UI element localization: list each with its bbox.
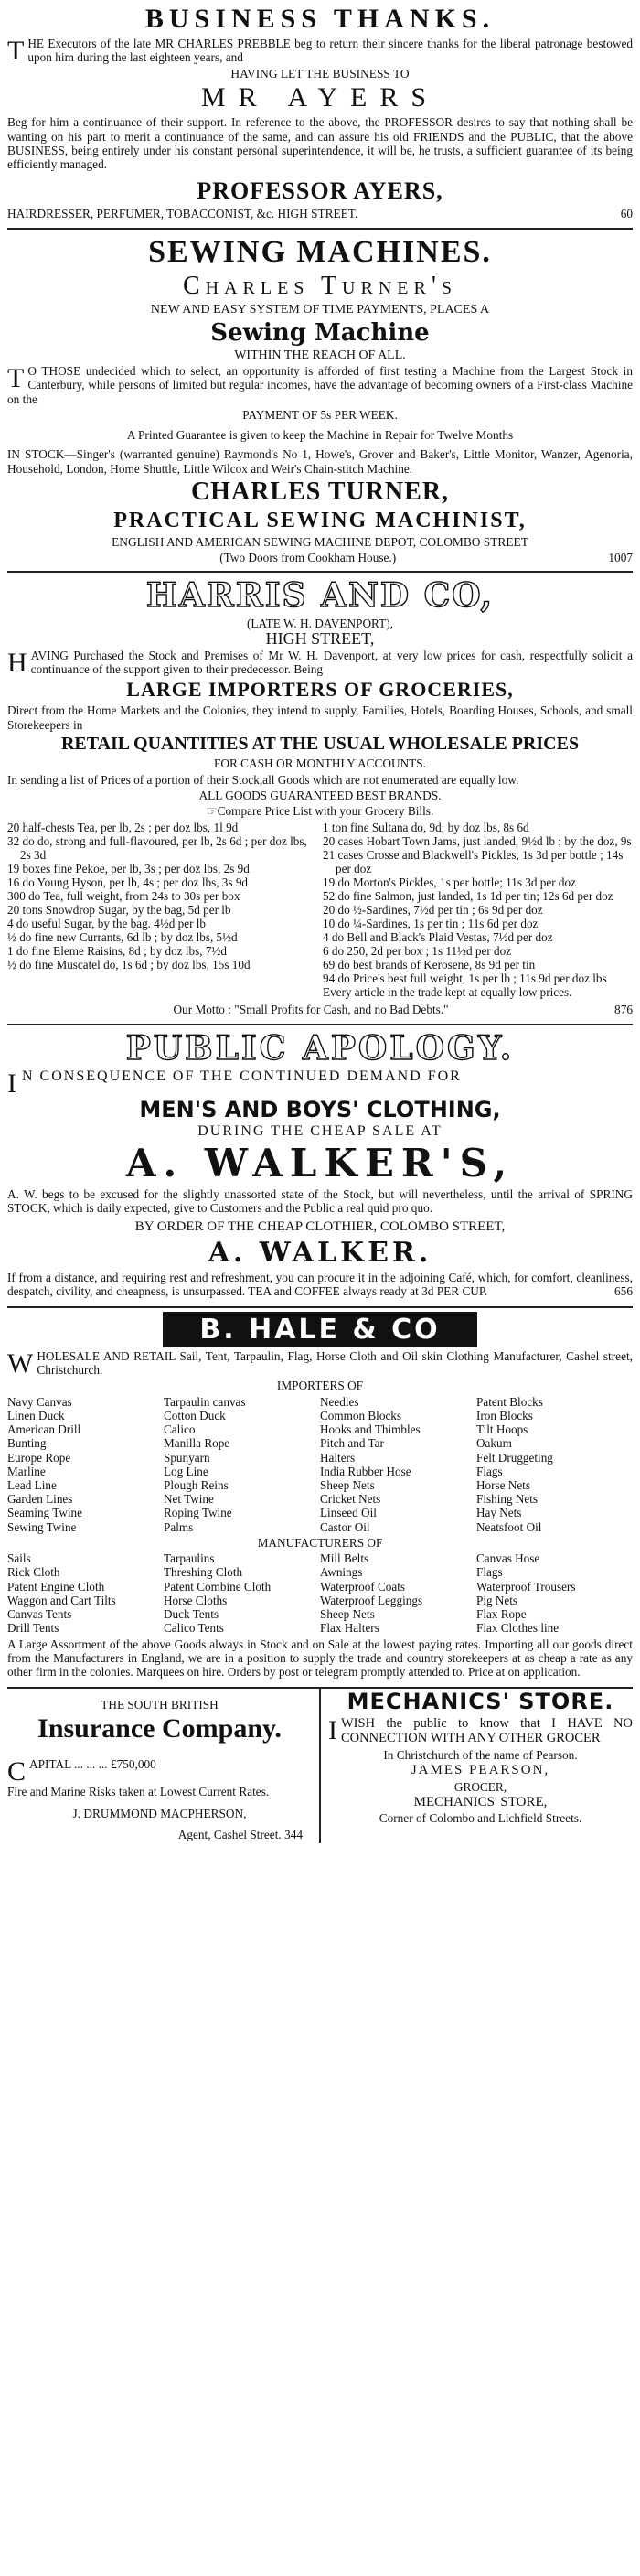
- order-line: BY ORDER OF THE CHEAP CLOTHIER, COLOMBO STREET,: [134, 1219, 506, 1235]
- ad-paragraph: A Large Assortment of the above Goods always in Stock and on Sale at the lowest paying rates. Importing all our goods direct from the Manufacturers in England, we are in a position to supply the trade and country storekeepers at as cheap a rate as any other firm in the colonies. Marquees on hire. Orders by post or telegram promptly attended to. Price at on application.: [7, 1637, 633, 1680]
- proprietor-name: Charles Turner's: [182, 272, 457, 301]
- ad-line: WITHIN THE REACH OF ALL.: [234, 348, 406, 362]
- proprietor-role: GROCER,: [453, 1779, 507, 1794]
- goods-item: Tarpaulins: [164, 1551, 215, 1566]
- goods-item: Oakum: [476, 1436, 512, 1451]
- goods-item: India Rubber Hose: [320, 1464, 411, 1478]
- cash-line: FOR CASH OR MONTHLY ACCOUNTS.: [213, 757, 426, 771]
- goods-item: Tilt Hoops: [476, 1422, 528, 1437]
- ad-ref: 344: [284, 1827, 303, 1841]
- retail-heading: RETAIL QUANTITIES AT THE USUAL WHOLESALE PRICES: [60, 734, 580, 755]
- price-list-item: 19 do Morton's Pickles, 1s per bottle; 11s 3d per doz: [323, 875, 576, 889]
- drop-cap: T: [7, 36, 25, 66]
- ad-line: NEW AND EASY SYSTEM OF TIME PAYMENTS, PLACES A: [150, 303, 490, 317]
- ad-paragraph: Beg for him a continuance of their support. In reference to the above, the PROFESSOR desires to say that nothing shall be wanting on his part to merit a continuance of the same, and can assure his old FRIENDS and the PUBLIC, that the above BUSINESS, being entirely under his constant personal superintendence, it will be, he trusts, a sufficient guarantee of its being efficiently managed.: [7, 115, 633, 172]
- compare-line: ☞Compare Price List with your Grocery Bills.: [206, 804, 434, 819]
- goods-item: Sails: [7, 1551, 31, 1566]
- goods-item: Flax Clothes line: [476, 1621, 560, 1636]
- goods-item: Castor Oil: [320, 1519, 370, 1534]
- price-list-item: 20 half-chests Tea, per lb, 2s ; per doz lbs, 1l 9d: [7, 820, 239, 834]
- goods-item: Waterproof Leggings: [320, 1593, 423, 1607]
- goods-item: Pig Nets: [476, 1593, 518, 1607]
- ad-paragraph: A. W. begs to be excused for the slightly unassorted state of the Stock, but will nevertheless, until the arrival of SPRING STOCK, which is daily expected, give to Customers and the Public a real quid pro quo.: [7, 1186, 633, 1215]
- ad-line: HAVING LET THE BUSINESS TO: [230, 66, 410, 80]
- price-list-item: 52 do fine Salmon, just landed, 1s 1d per tin; 12s 6d per doz: [323, 888, 613, 903]
- ad-paragraph: IWISH the public to know that I HAVE NO CONNECTION WITH ANY OTHER GROCER: [328, 1714, 633, 1746]
- drop-cap: I: [7, 1068, 18, 1100]
- price-list-item: Every article in the trade kept at equally low prices.: [323, 984, 572, 999]
- goods-item: Flax Halters: [320, 1621, 379, 1636]
- price-list-left: [7, 821, 317, 999]
- goods-item: Horse Nets: [476, 1478, 530, 1493]
- sewing-machines-ad: [7, 230, 633, 572]
- ad-subtitle: HIGH STREET,: [265, 629, 375, 649]
- price-list-item: 1 ton fine Sultana do, 9d; by doz lbs, 8s 6d: [323, 820, 529, 834]
- goods-item: Marline: [7, 1464, 46, 1478]
- price-list-item: 4 do useful Sugar, by the bag. 4½d per lb: [7, 916, 207, 930]
- drop-cap: I: [328, 1714, 337, 1745]
- ad-title: SEWING MACHINES.: [148, 235, 492, 270]
- business-name: MR AYERS: [200, 82, 440, 113]
- goods-item: Duck Tents: [164, 1607, 219, 1622]
- goods-item: Flax Rope: [476, 1607, 527, 1622]
- importers-grid: [7, 1395, 633, 1534]
- ad-paragraph: Direct from the Home Markets and the Colonies, they intend to supply, Families, Hotels, Boarding Houses, Schools, and small Storekeepers in: [7, 703, 633, 732]
- signoff-title: A. WALKER.: [208, 1236, 432, 1269]
- ad-ref: 1007: [608, 551, 633, 565]
- price-list-item: 4 do Bell and Black's Plaid Vestas, 7½d per doz: [323, 929, 553, 944]
- goods-item: Fishing Nets: [476, 1492, 539, 1507]
- goods-item: Awnings: [320, 1565, 363, 1580]
- store-name: MECHANICS' STORE,: [413, 1794, 548, 1809]
- goods-item: Sewing Twine: [7, 1519, 77, 1534]
- goods-item: Flags: [476, 1464, 503, 1478]
- ad-paragraph: WHOLESALE AND RETAIL Sail, Tent, Tarpaulin, Flag, Horse Cloth and Oil skin Clothing Manufacturer, Cashel street, Christchurch.: [7, 1347, 633, 1379]
- goods-item: Plough Reins: [164, 1478, 229, 1493]
- hale-ad: [7, 1308, 633, 1689]
- goods-item: Rick Cloth: [7, 1565, 60, 1580]
- ad-ref: 876: [614, 1002, 633, 1016]
- goods-item: Waterproof Trousers: [476, 1579, 576, 1594]
- insurance-ad: [7, 1689, 321, 1844]
- goods-item: Waggon and Cart Tilts: [7, 1593, 116, 1607]
- store-address: Corner of Colombo and Lichfield Streets.: [379, 1811, 582, 1826]
- goods-item: Linen Duck: [7, 1409, 65, 1423]
- goods-item: Manilla Rope: [164, 1436, 230, 1451]
- agent-name: J. DRUMMOND MACPHERSON,: [72, 1806, 247, 1820]
- price-list-item: ½ do fine Muscatel do, 1s 6d ; by doz lbs, 15s 10d: [7, 957, 251, 971]
- goods-item: Halters: [320, 1450, 356, 1465]
- goods-item: Canvas Tents: [7, 1607, 72, 1622]
- ad-title: Insurance Company.: [37, 1713, 282, 1744]
- price-list-item: 32 do do, strong and full-flavoured, per lb, 2s 6d ; per doz lbs, 2s 3d: [7, 833, 307, 862]
- depot-line: ENGLISH AND AMERICAN SEWING MACHINE DEPOT, COLOMBO STREET: [112, 534, 528, 549]
- goods-item: Canvas Hose: [476, 1551, 540, 1566]
- public-apology-ad: [7, 1025, 633, 1307]
- drop-cap: H: [7, 647, 27, 678]
- mechanics-store-ad: [321, 1689, 633, 1844]
- goods-item: Felt Druggeting: [476, 1450, 553, 1465]
- price-list-item: 1 do fine Eleme Raisins, 8d ; by doz lbs, 7½d: [7, 943, 227, 958]
- business-thanks-ad: [7, 0, 633, 230]
- goods-item: Calico: [164, 1422, 196, 1437]
- goods-item: Palms: [164, 1519, 194, 1534]
- guarantee-line: A Printed Guarantee is given to keep the Machine in Repair for Twelve Months: [126, 427, 514, 442]
- ad-paragraph: THE Executors of the late MR CHARLES PREBBLE beg to return their sincere thanks for the liberal patronage bestowed upon him during the last eighteen years, and: [7, 36, 633, 66]
- goods-item: Navy Canvas: [7, 1394, 72, 1409]
- goods-item: Hay Nets: [476, 1506, 522, 1520]
- ad-ref: 60: [620, 206, 633, 220]
- ad-paragraph: T O THOSE undecided which to select, an opportunity is afforded of first testing a Machine from the Largest Stock in Canterbury, while persons of limited but regular incomes, have the advantage of becoming owners of a First-class Machine on the: [7, 363, 633, 406]
- bottom-columns: [7, 1689, 633, 1844]
- price-list-item: ½ do fine new Currants, 6d lb ; by doz lbs, 5½d: [7, 929, 238, 944]
- goods-item: Common Blocks: [320, 1409, 402, 1423]
- ad-title: B. HALE & CO: [163, 1312, 476, 1347]
- goods-item: Garden Lines: [7, 1492, 73, 1507]
- ad-line: THE SOUTH BRITISH: [101, 1697, 219, 1712]
- ad-title: HARRIS AND CO,: [145, 575, 495, 615]
- price-list-item: 94 do Price's best full weight, 1s per lb ; 11s 9d per doz lbs: [323, 971, 607, 985]
- goods-item: Patent Combine Cloth: [164, 1579, 272, 1594]
- motto-line: Our Motto : "Small Profits for Cash, and no Bad Debts." 876: [173, 1002, 633, 1016]
- price-list-item: 20 tons Snowdrop Sugar, by the bag, 5d per lb: [7, 902, 231, 917]
- proprietor-name: JAMES PEARSON,: [411, 1763, 550, 1778]
- ad-paragraph: If from a distance, and requiring rest and refreshment, you can procure it in the adjoining Café, which, for comfort, cleanliness, despatch, civility, and cheapness, is unsurpassed. TEA and COFFEE always ready at 3d PER CUP. 656: [7, 1270, 633, 1299]
- goods-item: Seaming Twine: [7, 1506, 82, 1520]
- ad-line: DURING THE CHEAP SALE AT: [197, 1123, 443, 1140]
- ad-subtitle: (LATE W. H. DAVENPORT),: [247, 616, 393, 630]
- goods-item: Hooks and Thimbles: [320, 1422, 421, 1437]
- goods-item: Drill Tents: [7, 1621, 59, 1636]
- goods-item: Roping Twine: [164, 1506, 232, 1520]
- capital-line: CAPITAL ... ... ... £750,000: [7, 1756, 156, 1787]
- goods-item: Tarpaulin canvas: [164, 1394, 246, 1409]
- harris-ad: [7, 573, 633, 1025]
- ad-paragraph: Fire and Marine Risks taken at Lowest Current Rates.: [7, 1785, 270, 1799]
- ad-paragraph: In Christchurch of the name of Pearson.: [383, 1747, 578, 1762]
- goods-item: Patent Engine Cloth: [7, 1579, 105, 1594]
- signoff-sub: PRACTICAL SEWING MACHINIST,: [113, 508, 527, 532]
- price-list-item: 300 do Tea, full weight, from 24s to 30s per box: [7, 888, 240, 903]
- signoff-line: HAIRDRESSER, PERFUMER, TOBACCONIST, &c. HIGH STREET. 60: [7, 206, 633, 220]
- price-list: [7, 821, 633, 999]
- goods-item: Log Line: [164, 1464, 208, 1478]
- drop-cap: C: [7, 1756, 27, 1787]
- goods-item: Mill Belts: [320, 1551, 369, 1566]
- goods-item: Iron Blocks: [476, 1409, 533, 1423]
- clothing-heading: MEN'S AND BOYS' CLOTHING,: [139, 1097, 501, 1123]
- price-list-item: 69 do best brands of Kerosene, 8s 9d per tin: [323, 957, 536, 971]
- goods-item: Sheep Nets: [320, 1607, 375, 1622]
- goods-item: Calico Tents: [164, 1621, 224, 1636]
- shop-name: A. WALKER'S,: [125, 1140, 515, 1186]
- ad-ref: 656: [614, 1284, 633, 1299]
- manufacturers-grid: [7, 1551, 633, 1635]
- price-list-item: 19 boxes fine Pekoe, per lb, 3s ; per doz lbs, 2s 9d: [7, 861, 250, 875]
- signoff-title: PROFESSOR AYERS,: [197, 177, 443, 204]
- goods-item: Horse Cloths: [164, 1593, 228, 1607]
- agent-address: Agent, Cashel Street. 344: [177, 1827, 303, 1841]
- goods-item: Waterproof Coats: [320, 1579, 406, 1594]
- goods-item: Patent Blocks: [476, 1394, 543, 1409]
- goods-item: Cotton Duck: [164, 1409, 226, 1423]
- goods-item: Flags: [476, 1565, 503, 1580]
- price-list-item: 20 cases Hobart Town Jams, just landed, 9½d lb ; by the doz, 9s: [323, 833, 632, 848]
- price-list-right: [323, 821, 633, 999]
- ad-title: PUBLIC APOLOGY.: [125, 1029, 515, 1068]
- address-line: (Two Doors from Cookham House.) 1007: [219, 551, 633, 565]
- ad-title: MECHANICS' STORE.: [347, 1688, 614, 1714]
- ad-title: BUSINESS THANKS.: [144, 4, 496, 34]
- drop-cap: T: [7, 363, 25, 394]
- goods-item: Needles: [320, 1394, 359, 1409]
- ad-paragraph: In sending a list of Prices of a portion of their Stock,all Goods which are not enumerated are equally low.: [7, 772, 519, 787]
- payment-line: PAYMENT OF 5s PER WEEK.: [242, 408, 398, 423]
- ad-paragraph: HAVING Purchased the Stock and Premises of Mr W. H. Davenport, at very low prices for cash, respectfully solicit a continuance of the support given to their predecessor. Being: [7, 647, 633, 678]
- goods-item: Neatsfoot Oil: [476, 1519, 542, 1534]
- manufacturers-heading: MANUFACTURERS OF: [257, 1535, 383, 1550]
- goods-item: Europe Rope: [7, 1450, 71, 1465]
- goods-item: Sheep Nets: [320, 1478, 375, 1493]
- goods-item: Linseed Oil: [320, 1506, 377, 1520]
- price-list-item: 20 do ½-Sardines, 7½d per tin ; 6s 9d per doz: [323, 902, 543, 917]
- signoff-title: CHARLES TURNER,: [190, 477, 450, 506]
- importers-heading: LARGE IMPORTERS OF GROCERIES,: [126, 678, 514, 702]
- goods-item: Bunting: [7, 1436, 47, 1451]
- ad-line: I N CONSEQUENCE OF THE CONTINUED DEMAND FOR: [7, 1068, 462, 1100]
- price-list-item: 16 do Young Hyson, per lb, 4s ; per doz lbs, 3s 9d: [7, 875, 249, 889]
- goods-item: Lead Line: [7, 1478, 57, 1493]
- price-list-item: 6 do 250, 2d per box ; 1s 11½d per doz: [323, 943, 512, 958]
- importers-heading: IMPORTERS OF: [276, 1379, 364, 1393]
- stock-paragraph: IN STOCK—Singer's (warranted genuine) Raymond's No 1, Howe's, Grover and Baker's, Little Monitor, Wanzer, Agenoria, Household, London, Home Shuttle, Little Wilcox and Weir's Chain-stitch Machine.: [7, 447, 633, 476]
- goods-item: Net Twine: [164, 1492, 214, 1507]
- goods-item: Pitch and Tar: [320, 1436, 384, 1451]
- drop-cap: W: [7, 1347, 34, 1379]
- product-name: Sewing Machine: [210, 318, 430, 347]
- goods-item: American Drill: [7, 1422, 81, 1437]
- goods-item: Threshing Cloth: [164, 1565, 243, 1580]
- guaranteed-line: ALL GOODS GUARANTEED BEST BRANDS.: [198, 788, 442, 802]
- goods-item: Cricket Nets: [320, 1492, 381, 1507]
- price-list-item: 10 do ¼-Sardines, 1s per tin ; 11s 6d per doz: [323, 916, 539, 930]
- price-list-item: 21 cases Crosse and Blackwell's Pickles, 1s 3d per bottle ; 14s per doz: [323, 847, 624, 875]
- goods-item: Spunyarn: [164, 1450, 210, 1465]
